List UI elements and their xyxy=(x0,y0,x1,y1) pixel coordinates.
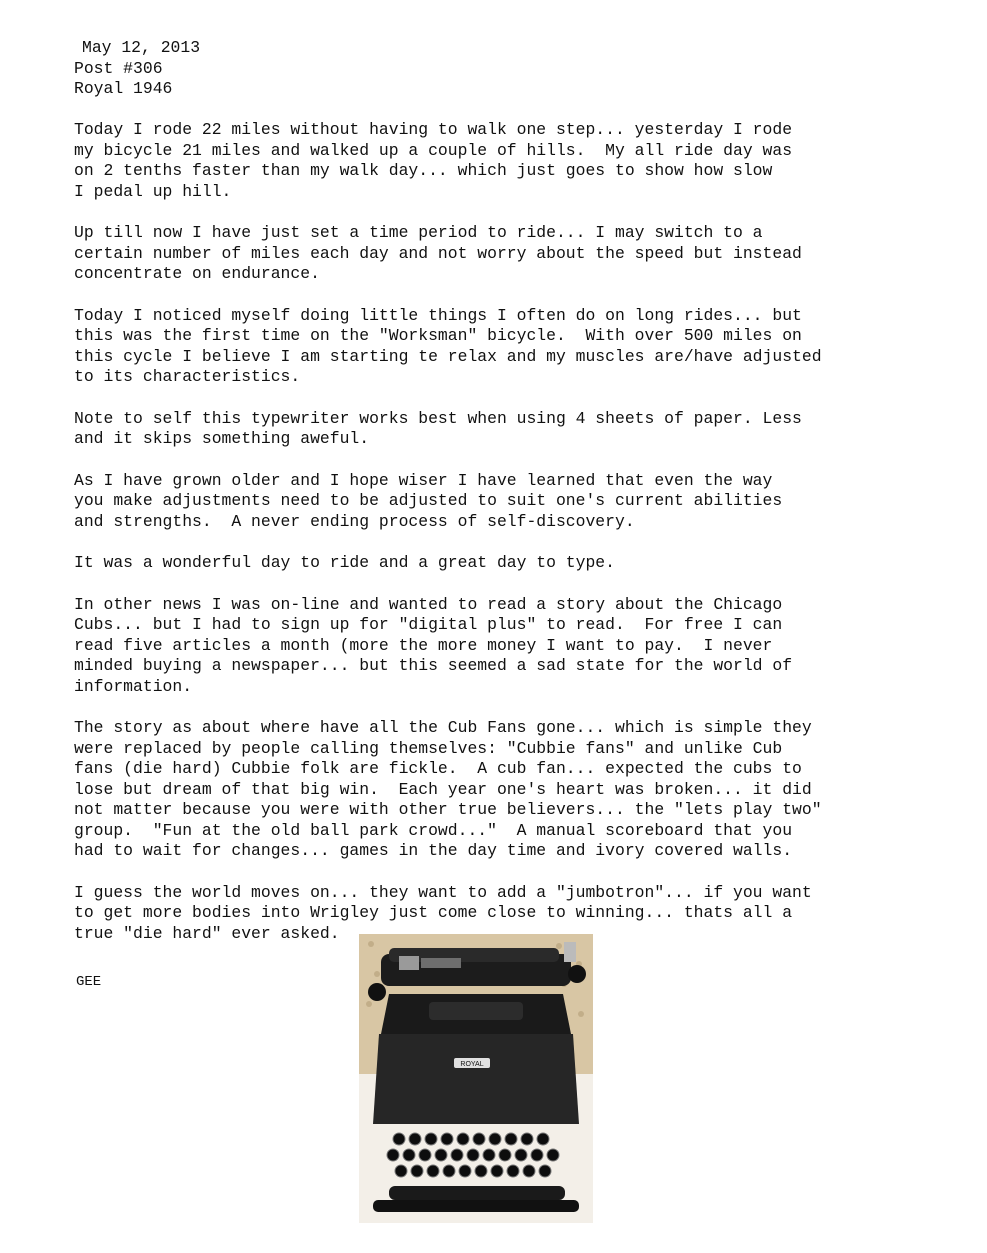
text-line: true "die hard" ever asked. xyxy=(74,923,340,943)
text-line: I guess the world moves on... they want to add a "jumbotron"... if you want xyxy=(74,882,812,902)
text-line: Note to self this typewriter works best when using 4 sheets of paper. Less xyxy=(74,408,802,428)
text-line: minded buying a newspaper... but this seemed a sad state for the world of xyxy=(74,656,793,675)
letter-header xyxy=(74,38,200,100)
paragraph xyxy=(74,120,874,202)
text-line: you make adjustments need to be adjusted to suit one's current abilities xyxy=(74,491,783,510)
text-line: lose but dream of that big win. Each year one's heart was broken... it did xyxy=(74,779,812,799)
paragraph xyxy=(74,553,874,574)
post-number: Post #306 xyxy=(74,58,163,78)
typewriter-model: Royal 1946 xyxy=(74,79,173,98)
text-line: Today I noticed myself doing little things I often do on long rides... but xyxy=(74,305,802,325)
text-line: It was a wonderful day to ride and a great day to type. xyxy=(74,553,615,572)
typewriter-photo xyxy=(359,934,593,1223)
typewriter-illustration xyxy=(359,934,593,1223)
text-line: As I have grown older and I hope wiser I have learned that even the way xyxy=(74,470,773,490)
text-line: Up till now I have just set a time period to ride... I may switch to a xyxy=(74,223,763,242)
text-line: to its characteristics. xyxy=(74,367,301,386)
text-line: group. "Fun at the old ball park crowd..." A manual scoreboard that you xyxy=(74,820,793,840)
text-line: certain number of miles each day and not worry about the speed but instead xyxy=(74,243,802,263)
signature: GEE xyxy=(76,974,102,990)
text-line: not matter because you were with other true believers... the "lets play two" xyxy=(74,800,822,819)
text-line: concentrate on endurance. xyxy=(74,264,320,283)
text-line: were replaced by people calling themselves: "Cubbie fans" and unlike Cub xyxy=(74,738,783,758)
paragraph xyxy=(74,595,874,698)
text-line: on 2 tenths faster than my walk day... which just goes to show how slow xyxy=(74,161,773,180)
paragraph xyxy=(74,718,874,862)
text-line: this was the first time on the "Worksman" bicycle. With over 500 miles on xyxy=(74,326,802,345)
letter-body xyxy=(74,120,874,965)
text-line: and strengths. A never ending process of self-discovery. xyxy=(74,511,635,531)
text-line: had to wait for changes... games in the day time and ivory covered walls. xyxy=(74,841,793,860)
text-line: Cubs... but I had to sign up for "digital plus" to read. For free I can xyxy=(74,615,783,634)
text-line: In other news I was on-line and wanted to read a story about the Chicago xyxy=(74,594,783,614)
text-line: this cycle I believe I am starting te relax and my muscles are/have adjusted xyxy=(74,346,822,366)
text-line: Today I rode 22 miles without having to walk one step... yesterday I rode xyxy=(74,120,793,139)
paragraph xyxy=(74,306,874,388)
text-line: The story as about where have all the Cub Fans gone... which is simple they xyxy=(74,718,812,737)
date-line: May 12, 2013 xyxy=(82,38,201,57)
brand-badge: ROYAL xyxy=(460,1061,484,1068)
text-line: to get more bodies into Wrigley just come close to winning... thats all a xyxy=(74,903,793,922)
paragraph xyxy=(74,223,874,285)
text-line: my bicycle 21 miles and walked up a couple of hills. My all ride day was xyxy=(74,140,793,160)
paragraph xyxy=(74,471,874,533)
text-line: information. xyxy=(74,676,193,696)
text-line: and it skips something aweful. xyxy=(74,429,370,448)
text-line: read five articles a month (more the more money I want to pay. I never xyxy=(74,635,773,655)
paragraph xyxy=(74,409,874,450)
text-line: I pedal up hill. xyxy=(74,181,232,201)
text-line: fans (die hard) Cubbie folk are fickle. A cub fan... expected the cubs to xyxy=(74,759,802,778)
